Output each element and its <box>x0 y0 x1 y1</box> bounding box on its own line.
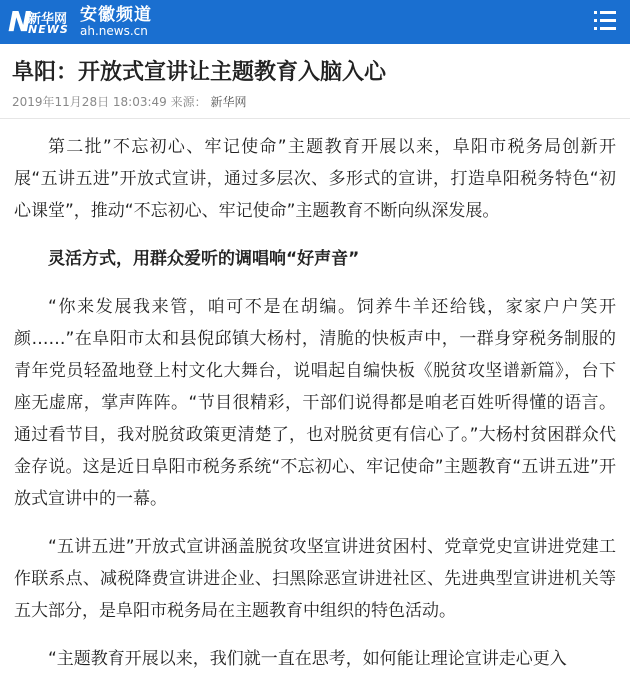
logo-cn-text: 新华网 <box>28 12 68 27</box>
site-logo[interactable] <box>8 5 152 39</box>
channel-domain: ah.news.cn <box>80 24 148 38</box>
channel-label <box>80 6 152 38</box>
article-title: 阜阳：开放式宣讲让主题教育入脑入心 <box>12 60 387 85</box>
article-subheading: 灵活方式，用群众爱听的调唱响“好声音” <box>48 249 360 269</box>
xinhua-logo-mark <box>8 7 74 37</box>
hamburger-menu-icon[interactable] <box>594 11 616 31</box>
source-label: 来源： <box>170 95 207 109</box>
logo-n-glyph: N <box>8 5 32 38</box>
article-meta <box>12 94 618 110</box>
article-body <box>0 119 630 675</box>
site-header <box>0 0 630 44</box>
logo-en-text: NEWS <box>28 23 69 36</box>
article-date: 2019年11月28日 18:03:49 <box>12 95 167 109</box>
article-paragraph: 第二批”不忘初心、牢记使命”主题教育开展以来，阜阳市税务局创新开展“五讲五进”开放式宣讲，通过多层次、多形式的宣讲，打造阜阳税务特色“初心课堂”，推动“不忘初心、牢记使命”主题教育不断向纵深发展。 <box>14 137 616 221</box>
channel-name: 安徽频道 <box>80 5 152 25</box>
article-paragraph: “主题教育开展以来，我们就一直在思考，如何能让理论宣讲走心更入 <box>48 649 567 669</box>
article-paragraph: “五讲五进”开放式宣讲涵盖脱贫攻坚宣讲进贫困村、党章党史宣讲进党建工作联系点、减税降费宣讲进企业、扫黑除恶宣讲进社区、先进典型宣讲进机关等五大部分，是阜阳市税务局在主题教育中组织的特色活动。 <box>14 537 616 621</box>
article-paragraph: “你来发展我来管，咱可不是在胡编。饲养牛羊还给钱，家家户户笑开颜……”在阜阳市太和县倪邱镇大杨村，清脆的快板声中，一群身穿税务制服的青年党员轻盈地登上村文化大舞台，说唱起自编快板《脱贫攻坚谱新篇》，台下座无虚席，掌声阵阵。“节目很精彩，干部们说得都是咱老百姓听得懂的语言。通过看节目，我对脱贫政策更清楚了，也对脱贫更有信心了。”大杨村贫困群众代金存说。这是近日阜阳市税务系统“不忘初心、牢记使命”主题教育“五讲五进”开放式宣讲中的一幕。 <box>14 297 616 509</box>
article-source[interactable]: 新华网 <box>210 95 247 109</box>
